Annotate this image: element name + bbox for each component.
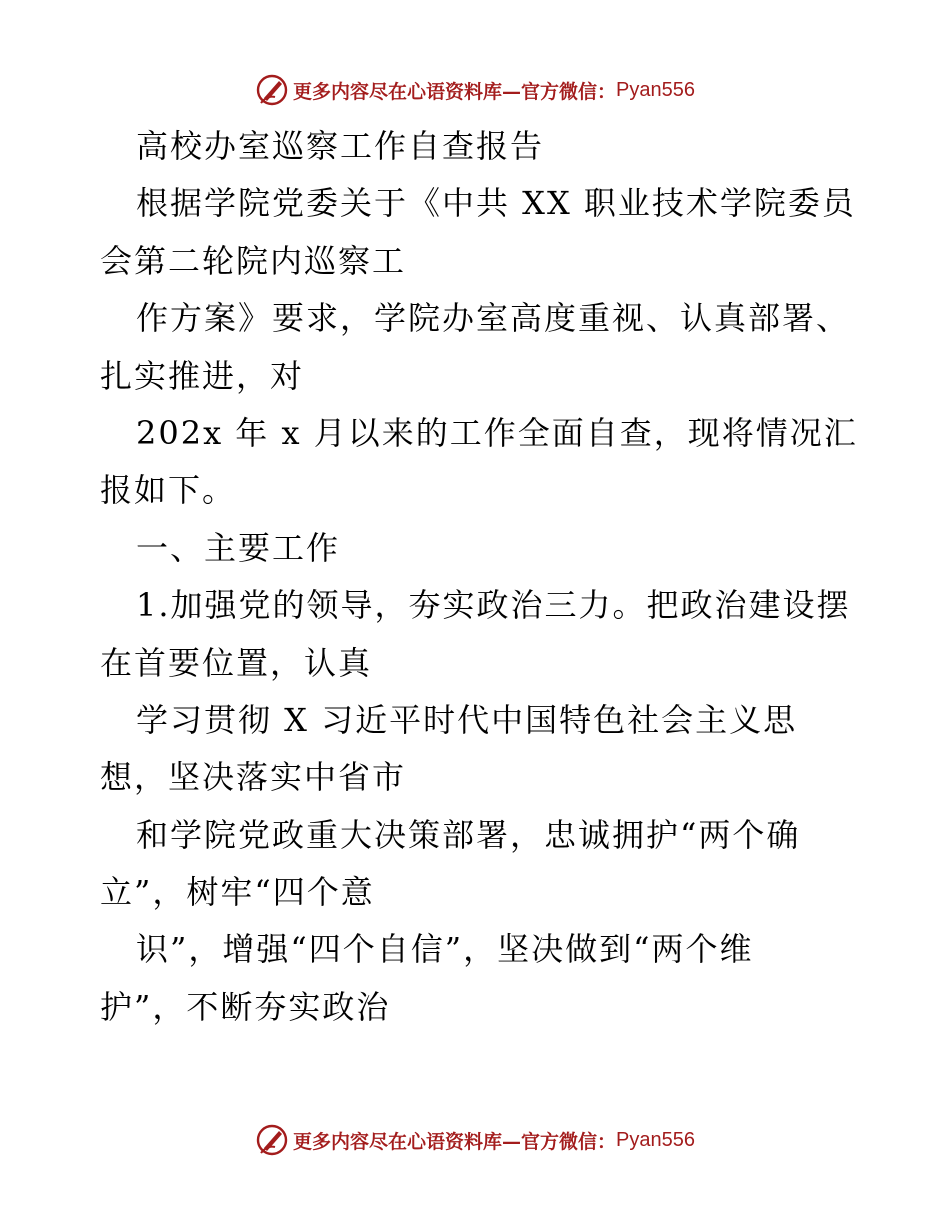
footer-banner — [0, 1120, 950, 1160]
paragraph-line: 护”，不断夯实政治 — [100, 987, 391, 1026]
paragraph-line: 1.加强党的领导，夯实政治三力。把政治建设摆 — [136, 586, 851, 625]
section-heading: 一、主要工作 — [136, 528, 341, 567]
paragraph-line: 学习贯彻 X 习近平时代中国特色社会主义思 — [136, 700, 798, 739]
header-banner — [0, 70, 950, 110]
paragraph-line: 扎实推进，对 — [100, 356, 305, 395]
paragraph-line: 想，坚决落实中省市 — [100, 758, 407, 797]
header-banner-text: 更多内容尽在心语资料库—官方微信： — [293, 80, 617, 103]
paragraph-line: 根据学院党委关于《中共 XX 职业技术学院委员 — [136, 184, 856, 223]
footer-banner-text: 更多内容尽在心语资料库—官方微信： — [293, 1130, 617, 1153]
paragraph-line: 和学院党政重大决策部署，忠诚拥护“两个确 — [136, 815, 801, 854]
paragraph-line: 立”，树牢“四个意 — [100, 873, 375, 912]
paragraph-line: 会第二轮院内巡察工 — [100, 241, 407, 280]
paragraph-line: 作方案》要求，学院办室高度重视、认真部署、 — [136, 299, 851, 338]
paragraph-line: 202x 年 x 月以来的工作全面自查，现将情况汇 — [136, 413, 858, 452]
paragraph-line: 在首要位置，认真 — [100, 643, 373, 682]
pen-logo-icon — [255, 1123, 289, 1157]
pen-logo-icon — [255, 73, 289, 107]
paragraph-line: 识”，增强“四个自信”，坚决做到“两个维 — [136, 930, 754, 969]
footer-banner-wechat-id: Pyan556 — [616, 1128, 695, 1151]
document-title: 高校办室巡察工作自查报告 — [136, 127, 545, 165]
paragraph-line: 报如下。 — [100, 471, 237, 510]
header-banner-wechat-id: Pyan556 — [616, 78, 695, 101]
document-body — [100, 118, 860, 1036]
